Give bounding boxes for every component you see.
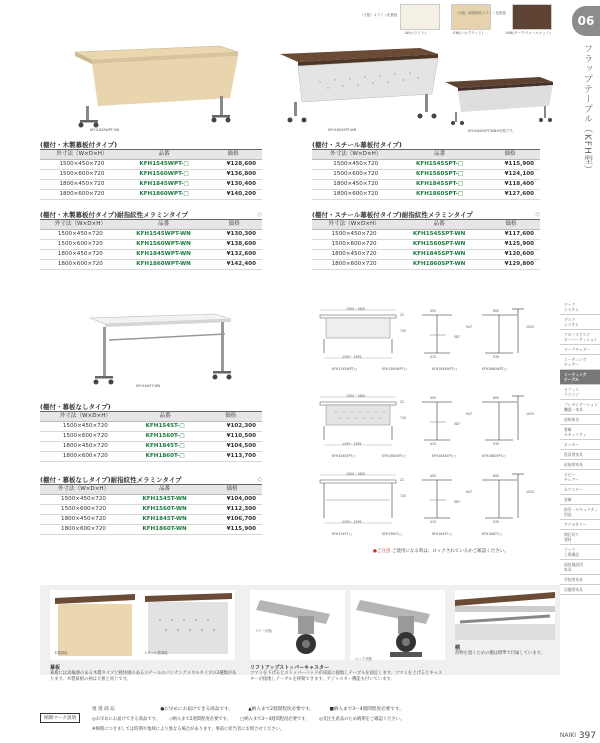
drawing-caption: KFH1845T-□: [432, 532, 453, 536]
table-row: 1800×450×720 KFH1845SPT-WN ¥120,600: [312, 249, 540, 259]
table-row: 1500×600×720 KFH1560SPT-WN ¥125,900: [312, 239, 540, 249]
swatch-caption-3: （天板）耐指紋性メラミン化粧板: [455, 11, 506, 15]
caution-notice: [373, 548, 509, 554]
chapter-tab: [572, 6, 600, 36]
table-row: 1800×600×720 KFH1860T-□ ¥113,700: [40, 452, 262, 462]
photo-steel-panel-table: [280, 44, 440, 124]
sidenav-item[interactable]: 金庫: [560, 495, 600, 505]
drawing-caption: KFH1845WPT-□: [432, 367, 458, 371]
dim-bottom: 1295・1595: [342, 355, 362, 359]
photo-no-panel-table: [85, 310, 235, 390]
drawing-caption: KFH1860SPT-□: [482, 454, 507, 458]
feature-text-panel: 幕板には高級感のある木製タイプと軽快感のあるスチールのパンチングメタルタイプの2種類があります。木製幕板の柄は天板と同じです。: [50, 671, 237, 682]
page-number: 397: [578, 731, 596, 741]
legend-item: ■納入まで3～4週間程度必要です。: [329, 707, 404, 712]
dim-h4: 947: [466, 412, 473, 416]
col-header: 品番: [396, 220, 482, 229]
dim-h2: 720: [400, 494, 407, 498]
feature-title-caster: リフトアップストッパーキャスター: [250, 665, 330, 671]
photo-steel-panel-table-small: [445, 74, 555, 126]
col-header: 品番: [131, 412, 200, 421]
swatch-label-white: -W(ホワイト): [404, 31, 426, 35]
price-table-wood-panel-wn: [40, 210, 262, 270]
table-title: (棚付・幕板なしタイプ): [40, 403, 111, 411]
delivery-mark: ◇: [257, 211, 262, 218]
price-table-no-panel: [40, 402, 262, 462]
sidenav-item[interactable]: プレゼンテーション 機器・家具: [560, 400, 600, 415]
photo-label-2: KFH1845SPT-WN: [328, 128, 357, 132]
sidenav-item[interactable]: カウンター: [560, 485, 600, 495]
dim-h2: 720: [400, 416, 407, 420]
swatch-caption-1: （天板）メラミン化粧板: [360, 13, 398, 17]
legend-item: ●お早めにお届けできる商品です。: [160, 707, 233, 712]
table-title: (棚付・木製幕板付タイプ): [40, 141, 118, 149]
table-title: (棚付・スチール幕板付タイプ): [312, 141, 402, 149]
dimension-drawing-steel: [312, 392, 552, 462]
drawing-caption: KFH1860WPT-□: [482, 367, 508, 371]
dimension-drawing-wood: [312, 305, 552, 375]
table-title: (棚付・木製幕板付タイプ)耐指紋性メラミンタイプ: [40, 211, 189, 219]
sidenav-item[interactable]: デスク システム: [560, 315, 600, 330]
photo-label-1: KFH1845WPT-SW: [90, 128, 120, 132]
delivery-mark: ◇: [535, 211, 540, 218]
drawing-caption: KFH1845SPT-□: [432, 454, 457, 458]
dim-h4: 947: [466, 490, 473, 494]
price-table-steel-panel-wn: [312, 210, 540, 270]
table-title: (棚付・スチール幕板付タイプ)耐指紋性メラミンタイプ: [312, 211, 473, 219]
table-row: 1500×450×720 KFH1545WPT-WN ¥130,300: [40, 229, 262, 239]
caution-mark: ●ご注意: [373, 549, 391, 554]
table-row: 1500×450×720 KFH1545SPT-□ ¥115,900: [312, 159, 540, 169]
category-sidenav: [560, 300, 600, 595]
table-row: 1500×600×720 KFH1560WPT-WN ¥138,600: [40, 239, 262, 249]
table-row: 1800×600×720 KFH1860WPT-WN ¥142,400: [40, 260, 262, 270]
photo-label-3: KFH1845SPT-WN※同型です。: [468, 129, 516, 133]
swatch-walnut: [512, 4, 552, 30]
dimension-drawing-no-panel: [312, 470, 552, 540]
col-header: 外寸法（W×D×H）: [40, 412, 131, 421]
dim-d-in2: 530: [493, 355, 500, 359]
feature-title-shelf: 棚: [455, 645, 461, 651]
col-header: 外寸法（W×D×H）: [312, 220, 396, 229]
dim-width: 1500・1800: [346, 472, 366, 476]
dim-d-in1: 415: [430, 442, 437, 446]
dim-d-in2: 530: [493, 520, 500, 524]
table-row: 1800×450×720 KFH1845SPT-□ ¥118,400: [312, 179, 540, 189]
sidenav-item[interactable]: ワークチェアー: [560, 345, 600, 355]
table-row: 1800×450×720 KFH1845WPT-WN ¥132,600: [40, 249, 262, 259]
table-row: 1800×450×720 KFH1845WPT-□ ¥130,400: [40, 179, 262, 189]
drawing-caption: KFH1545T-□: [332, 532, 353, 536]
dim-depth1: 450: [430, 474, 437, 478]
table-row: 1800×600×720 KFH1860SPT-WN ¥129,800: [312, 260, 540, 270]
dim-h5: 1025: [526, 490, 535, 494]
drawing-caption: KFH1545WPT-□: [332, 367, 358, 371]
photo-label-wood-panel: 木製幕板: [54, 651, 68, 655]
sidenav-item[interactable]: 役員用家具: [560, 450, 600, 460]
photo-label-steel-panel: スチール製幕板: [144, 651, 168, 655]
table-row: 1500×450×720 KFH1545T-WN ¥104,000: [40, 494, 262, 504]
table-row: 1800×600×720 KFH1860SPT-□ ¥127,600: [312, 190, 540, 200]
col-header: 品番: [400, 150, 480, 159]
drawing-caption: KFH1860T-□: [482, 532, 503, 536]
table-row: 1500×600×720 KFH1560T-WN ¥112,300: [40, 504, 262, 514]
col-header: 外寸法（W×D×H）: [40, 220, 121, 229]
sidenav-item[interactable]: 店舗用家具: [560, 585, 600, 595]
table-row: 1500×450×720 KFH1545SPT-WN ¥117,600: [312, 229, 540, 239]
sidenav-item[interactable]: アクセサリー: [560, 520, 600, 530]
sidenav-item[interactable]: 福祉施設用 家具: [560, 560, 600, 575]
drawing-caption: KFH1545SPT-□: [332, 454, 357, 458]
sidenav-item[interactable]: ワーク システム: [560, 300, 600, 315]
drawing-caption: KFH1560T-□: [382, 532, 403, 536]
sidenav-item[interactable]: ロッカー: [560, 440, 600, 450]
price-table-no-panel-wn: [40, 475, 262, 535]
col-header: 品番: [124, 150, 204, 159]
price-table-steel-panel: [312, 140, 540, 200]
col-header: 品番: [121, 220, 207, 229]
dim-bottom: 1295・1595: [342, 520, 362, 524]
swatch-label-walnut: -WN(ダークウォールナット): [505, 31, 551, 35]
sidenav-item[interactable]: ロビー チェアー: [560, 470, 600, 485]
swatch-white: [400, 4, 440, 30]
sidenav-item[interactable]: 収納家具: [560, 415, 600, 425]
legend-row1-label: 推 奨 商 品: [92, 707, 115, 712]
legend-item: □納入まで3～4週間程度必要です。: [240, 717, 310, 722]
col-header: 外寸法（W×D×H）: [40, 150, 124, 159]
sidenav-item[interactable]: 間仕切り 建材: [560, 530, 600, 545]
sidenav-item[interactable]: 防災・セキュリティ 用品: [560, 505, 600, 520]
photo-label-4: KFH1845T-WN: [136, 384, 161, 388]
dim-h3: 587: [454, 422, 461, 426]
photo-caster-lock: [350, 590, 445, 660]
photo-label-caster-lock: ロック状態: [355, 657, 372, 661]
photo-label-caster-free: フリー状態: [255, 629, 272, 633]
dim-h1: 22: [400, 400, 405, 404]
table-row: 1500×600×720 KFH1560WPT-□ ¥136,800: [40, 169, 262, 179]
table-row: 1800×600×720 KFH1860WPT-□ ¥140,200: [40, 190, 262, 200]
sidenav-item[interactable]: オフィス ラウンジ: [560, 385, 600, 400]
sidenav-item[interactable]: 応接用家具: [560, 460, 600, 470]
dim-depth2: 600: [493, 309, 500, 313]
swatch-silkwood: [451, 4, 491, 30]
dim-h1: 22: [400, 478, 405, 482]
legend-item: ◇納入まで2週間程度必要です。: [169, 717, 231, 722]
table-row: 1800×450×720 KFH1845T-WN ¥106,700: [40, 514, 262, 524]
chapter-number: 06: [577, 14, 595, 28]
legend-item: ◎受注生産品のため納期をご確認ください。: [318, 717, 405, 722]
dim-width: 1500・1800: [346, 307, 366, 311]
dim-h3: 587: [454, 335, 461, 339]
price-table-wood-panel: [40, 140, 262, 200]
dim-h4: 947: [466, 325, 473, 329]
sidenav-item[interactable]: 書庫 セキュリティ: [560, 425, 600, 440]
caution-text: ご使用になる時は、ロックされているかご確認ください。: [391, 549, 509, 554]
dim-h1: 22: [400, 313, 405, 317]
col-header: 価格: [200, 412, 262, 421]
dim-depth2: 600: [493, 396, 500, 400]
table-row: 1500×600×720 KFH1560T-□ ¥110,500: [40, 431, 262, 441]
photo-wood-panel-table: [70, 40, 240, 130]
dim-depth2: 600: [493, 474, 500, 478]
feature-title-panel: 幕板: [50, 665, 61, 671]
dim-h2: 720: [400, 329, 407, 333]
delivery-legend-key: 納期マーク説明: [40, 713, 80, 723]
col-header: 価格: [480, 150, 540, 159]
table-row: 1500×450×720 KFH1545T-□ ¥102,300: [40, 421, 262, 431]
sidenav-item[interactable]: クローズデスク ローパーティション: [560, 330, 600, 345]
dim-d-in2: 530: [493, 442, 500, 446]
dim-h3: 587: [454, 500, 461, 504]
photo-caster-free: [250, 590, 345, 660]
col-header: 価格: [204, 150, 262, 159]
feature-text-caster: ツマミを下げるとストッパーパッドが床面に接地しテーブルを固定します。ツマミを上げるとキャスターが接地しテーブルを移動できます。アジャスター機能も付いています。: [250, 671, 443, 682]
col-header: 価格: [202, 485, 262, 494]
table-row: 1500×600×720 KFH1560SPT-□ ¥124,100: [312, 169, 540, 179]
dim-width: 1500・1800: [346, 394, 366, 398]
col-header: 価格: [206, 220, 262, 229]
page-title: フラップテーブル（KFH型）: [582, 44, 592, 175]
brand-name: NAIKI: [559, 732, 576, 739]
photo-shelf-detail: [455, 590, 555, 640]
sidenav-item[interactable]: ミーティング テーブル: [560, 370, 600, 385]
dim-d-in1: 415: [430, 520, 437, 524]
col-header: 品番: [127, 485, 202, 494]
feature-text-shelf: 荷物を置くための棚は標準で付属しています。: [455, 651, 545, 656]
drawing-caption: KFH1560SPT-□: [382, 454, 407, 458]
dim-depth1: 450: [430, 396, 437, 400]
dim-h5: 1025: [526, 325, 535, 329]
delivery-legend: [40, 705, 560, 735]
sidenav-item[interactable]: 学校用家具: [560, 575, 600, 585]
dim-h5: 1025: [526, 412, 535, 416]
dim-depth1: 450: [430, 309, 437, 313]
sidenav-item[interactable]: ミーティング チェアー: [560, 355, 600, 370]
table-title: (棚付・幕板なしタイプ)耐指紋性メラミンタイプ: [40, 476, 182, 484]
col-header: 外寸法（W×D×H）: [312, 150, 400, 159]
swatch-label-silkwood: -SW(シルクウッド): [452, 31, 484, 35]
col-header: 外寸法（W×D×H）: [40, 485, 127, 494]
legend-item: ◎お早めにお届けできる商品です。: [92, 717, 160, 722]
legend-item: ▲納入まで2週間程度必要です。: [248, 707, 315, 712]
drawing-caption: KFH1560WPT-□: [382, 367, 408, 371]
table-row: 1800×600×720 KFH1860T-WN ¥115,900: [40, 525, 262, 535]
dim-bottom: 1295・1595: [342, 442, 362, 446]
delivery-mark: ◇: [257, 476, 262, 483]
dim-d-in1: 415: [430, 355, 437, 359]
legend-footnote: ※納期につきましては時期や地域により異なる場合があります。事前に担当者にお問合せください。: [92, 727, 285, 732]
col-header: 価格: [482, 220, 540, 229]
table-row: 1800×450×720 KFH1845T-□ ¥104,500: [40, 441, 262, 451]
sidenav-item[interactable]: ラック 工場備品: [560, 545, 600, 560]
table-row: 1500×450×720 KFH1545WPT-□ ¥128,600: [40, 159, 262, 169]
